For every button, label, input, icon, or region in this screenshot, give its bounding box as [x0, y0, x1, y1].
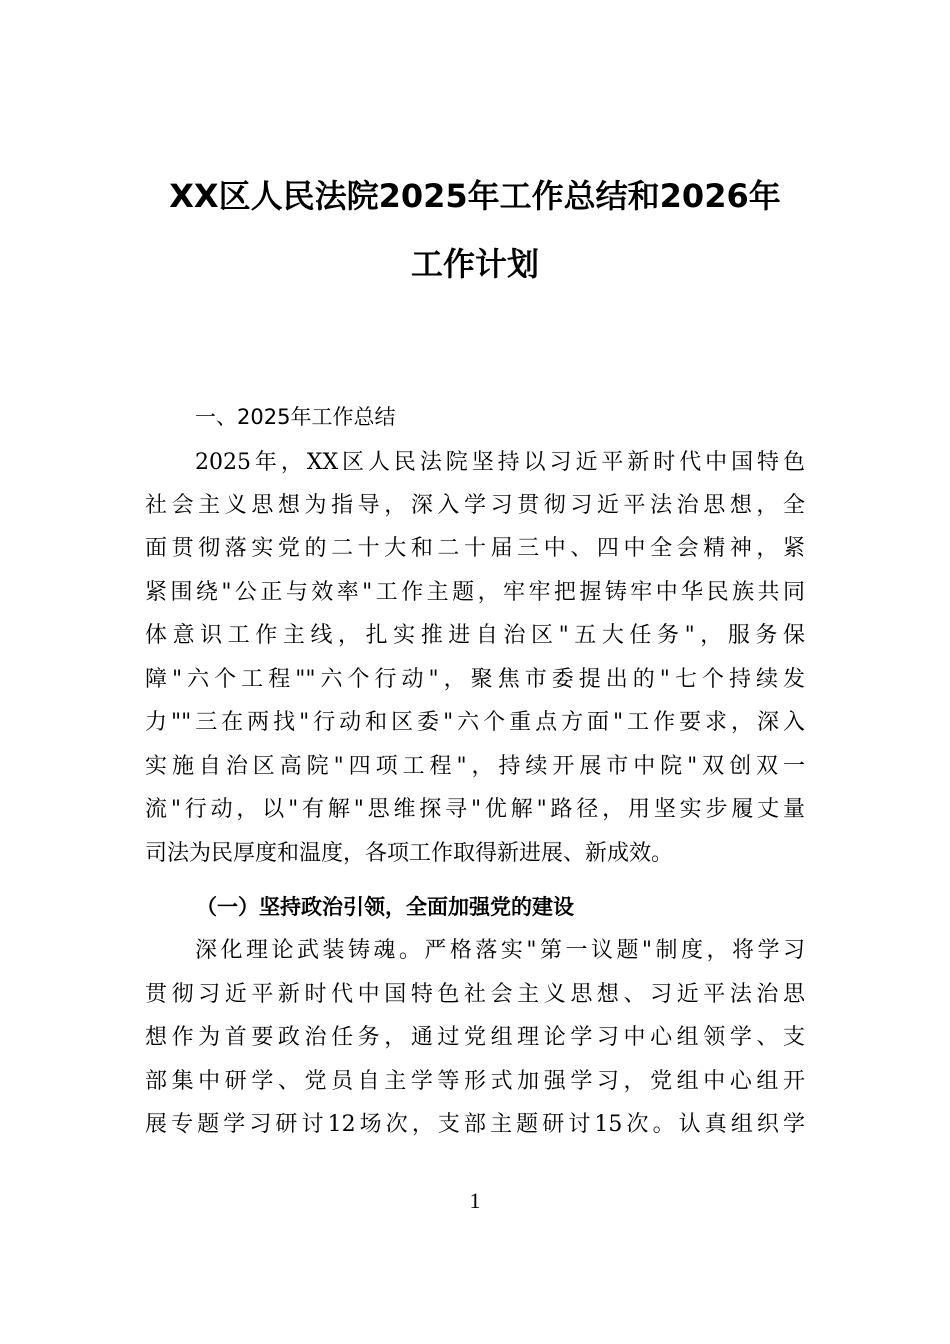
document-title-line-2: 工作计划 [410, 245, 539, 283]
document-title-line-1: XX区人民法院2025年工作总结和2026年 [169, 177, 781, 215]
paragraph-line: 社会主义思想为指导，深入学习贯彻习近平法治思想，全 [145, 493, 805, 518]
paragraph-line: 司法为民厚度和温度，各项工作取得新进展、新成效。 [145, 841, 674, 866]
page-number: 1 [469, 1188, 481, 1213]
paragraph-line: 流"行动，以"有解"思维探寻"优解"路径，用坚实步履丈量 [145, 797, 805, 822]
paragraph-line: 想作为首要政治任务，通过党组理论学习中心组领学、支 [145, 1025, 805, 1050]
paragraph-line: 实施自治区高院"四项工程"，持续开展市中院"双创双一 [145, 754, 805, 779]
paragraph-line: 部集中研学、党员自主学等形式加强学习，党组中心组开 [145, 1069, 805, 1094]
paragraph-line: 展专题学习研讨12场次，支部主题研讨15次。认真组织学 [145, 1112, 805, 1137]
subsection-heading: （一）坚持政治引领，全面加强党的建设 [196, 894, 574, 919]
paragraph-line: 力""三在两找"行动和区委"六个重点方面"工作要求，深入 [145, 710, 805, 735]
paragraph-line: 2025年，XX区人民法院坚持以习近平新时代中国特色 [195, 450, 805, 475]
paragraph-line: 深化理论武装铸魂。严格落实"第一议题"制度，将学习 [195, 938, 805, 963]
paragraph-line: 体意识工作主线，扎实推进自治区"五大任务"，服务保 [145, 623, 805, 648]
paragraph-line: 贯彻习近平新时代中国特色社会主义思想、习近平法治思 [145, 982, 805, 1007]
paragraph-line: 障"六个工程""六个行动"，聚焦市委提出的"七个持续发 [145, 667, 805, 692]
paragraph-line: 紧围绕"公正与效率"工作主题，牢牢把握铸牢中华民族共同 [145, 580, 805, 605]
paragraph-line: 面贯彻落实党的二十大和二十届三中、四中全会精神，紧 [145, 536, 805, 561]
section-heading: 一、2025年工作总结 [195, 405, 396, 429]
